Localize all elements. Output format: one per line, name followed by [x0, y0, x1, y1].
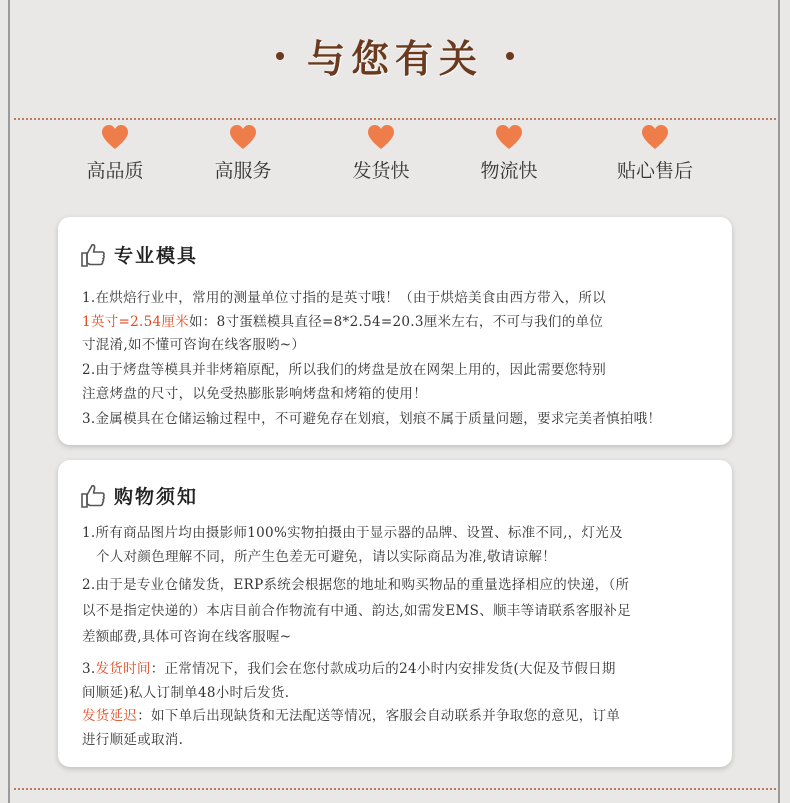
card-title: 专业模具: [114, 245, 199, 267]
section-header: [0, 28, 790, 83]
highlight-text: 发货延迟: [82, 708, 138, 724]
line: 寸混淆,如不懂可咨询在线客服哟~）: [82, 337, 306, 353]
line-text: 3.: [82, 661, 96, 677]
dotted-divider-top: [14, 118, 776, 120]
line: 间顺延)私人订制单48小时后发货.: [82, 684, 290, 701]
heart-icon: [367, 124, 395, 150]
page-title: 与您有关: [306, 36, 483, 81]
feature-quality: [60, 124, 170, 183]
feature-label: 高服务: [214, 160, 272, 182]
heart-icon: [229, 124, 257, 150]
card-paragraph-1: [82, 522, 712, 569]
card-heading: [80, 241, 198, 268]
thumbs-up-icon: [80, 242, 106, 268]
line: 以不是指定快递的）本店目前合作物流有中通、韵达,如需发EMS、顺丰等请联系客服补足: [82, 603, 632, 619]
thumbs-up-icon: [80, 483, 106, 509]
line-text: 如：8寸蛋糕模具直径=8*2.54=20.3厘米左右，不可与我们的单位: [188, 313, 604, 330]
card-shopping-notice: [58, 460, 732, 767]
feature-service: [188, 124, 298, 183]
dotted-divider-bottom: [14, 788, 776, 790]
line: [82, 658, 712, 682]
feature-label: 贴心售后: [616, 160, 693, 182]
line-text: ：正常情况下，我们会在您付款成功后的24小时内安排发货(大促及节假日期: [150, 661, 616, 677]
heart-icon: [495, 124, 523, 150]
title-dot-right: [506, 52, 514, 60]
heart-icon: [641, 124, 669, 150]
feature-after-sales: [600, 124, 710, 183]
line: 注意烤盘的尺寸，以免受热膨胀影响烤盘和烤箱的使用！: [82, 385, 427, 402]
feature-fast-shipping: [326, 124, 436, 183]
feature-fast-logistics: [454, 124, 564, 183]
line: [82, 705, 712, 729]
line: [82, 311, 712, 335]
card-paragraph-1: [82, 287, 712, 358]
line: 3.金属模具在仓储运输过程中，不可避免存在划痕，划痕不属于质量问题，要求完美者慎拍哦！: [82, 411, 662, 427]
line: 1.在烘焙行业中，常用的测量单位寸指的是英寸哦！（由于烘焙美食由西方带入，所以: [82, 290, 607, 306]
feature-label: 发货快: [352, 160, 410, 182]
card-paragraph-4: [82, 705, 712, 752]
feature-label: 高品质: [86, 160, 144, 182]
card-paragraph-3: [82, 408, 712, 432]
highlight-text: 发货时间: [95, 661, 151, 677]
line: 差额邮费,具体可咨询在线客服喔~: [82, 629, 292, 645]
title-dot-left: [276, 52, 284, 60]
highlight-text: 1英寸=2.54厘米: [82, 313, 189, 330]
line-text: ：如下单后出现缺货和无法配送等情况，客服会自动联系并争取您的意见，订单: [137, 708, 621, 724]
line: 2.由于是专业仓储发货，ERP系统会根据您的地址和购买物品的重量选择相应的快递，（所: [82, 577, 630, 593]
line: 2.由于烤盘等模具并非烤箱原配，所以我们的烤盘是放在网架上用的，因此需要您特别: [82, 362, 607, 378]
heart-icon: [101, 124, 129, 150]
card-paragraph-2: [82, 359, 712, 406]
feature-row: [0, 124, 790, 184]
card-paragraph-2: [82, 572, 712, 650]
feature-label: 物流快: [480, 160, 538, 182]
line: 个人对颜色理解不同，所产生色差无可避免，请以实际商品为准,敬请谅解！: [96, 548, 556, 565]
card-professional-molds: [58, 217, 732, 445]
line: 进行顺延或取消.: [82, 731, 184, 748]
card-title: 购物须知: [114, 486, 199, 508]
card-paragraph-3: [82, 658, 712, 705]
line: 1.所有商品图片均由摄影师100%实物拍摄由于显示器的品牌、设置、标准不同,，灯光及: [82, 525, 623, 541]
card-heading: [80, 482, 198, 509]
